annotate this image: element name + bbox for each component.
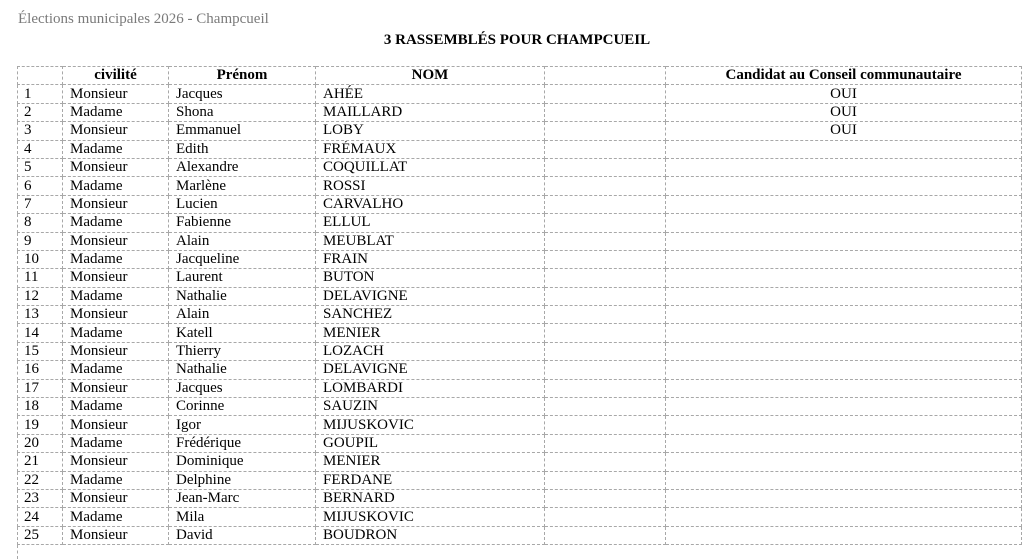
cell-num: 14	[18, 324, 63, 342]
cell-prenom: Lucien	[169, 195, 316, 213]
cell-num: 6	[18, 177, 63, 195]
cell-civilite: Monsieur	[63, 269, 169, 287]
cell-nom: DELAVIGNE	[316, 287, 545, 305]
cell-civilite: Madame	[63, 214, 169, 232]
cell-blank	[545, 103, 666, 121]
cell-candidat	[666, 489, 1022, 507]
cell-num: 13	[18, 306, 63, 324]
cell-prenom: Corinne	[169, 398, 316, 416]
cell-nom: MENIER	[316, 324, 545, 342]
cell-prenom: Thierry	[169, 342, 316, 360]
cell-civilite: Monsieur	[63, 342, 169, 360]
cell-candidat	[666, 306, 1022, 324]
cell-blank	[545, 489, 666, 507]
cell-blank	[545, 177, 666, 195]
cell-candidat	[666, 250, 1022, 268]
cell-num: 21	[18, 453, 63, 471]
cell-nom: MAILLARD	[316, 103, 545, 121]
cell-blank	[545, 471, 666, 489]
cell-num: 12	[18, 287, 63, 305]
table-row	[18, 195, 1022, 213]
cell-blank	[545, 232, 666, 250]
cell-nom: COQUILLAT	[316, 158, 545, 176]
cell-prenom: Alain	[169, 232, 316, 250]
cell-candidat	[666, 214, 1022, 232]
cell-blank	[545, 85, 666, 103]
cell-blank	[545, 158, 666, 176]
cell-civilite: Madame	[63, 250, 169, 268]
cell-blank	[545, 250, 666, 268]
cell-prenom: Jacques	[169, 85, 316, 103]
cell-num: 22	[18, 471, 63, 489]
cell-prenom: Dominique	[169, 453, 316, 471]
cell-num: 3	[18, 122, 63, 140]
cell-civilite: Monsieur	[63, 195, 169, 213]
table-row	[18, 324, 1022, 342]
cell-num: 4	[18, 140, 63, 158]
table-row	[18, 526, 1022, 544]
cell-civilite: Madame	[63, 471, 169, 489]
table-row	[18, 471, 1022, 489]
cell-civilite: Monsieur	[63, 122, 169, 140]
table-continuation-line	[17, 545, 19, 559]
table-row	[18, 453, 1022, 471]
table-row	[18, 398, 1022, 416]
cell-candidat	[666, 158, 1022, 176]
cell-candidat	[666, 453, 1022, 471]
cell-nom: BOUDRON	[316, 526, 545, 544]
table-row	[18, 379, 1022, 397]
cell-civilite: Madame	[63, 177, 169, 195]
cell-prenom: Frédérique	[169, 434, 316, 452]
cell-nom: DELAVIGNE	[316, 361, 545, 379]
cell-candidat	[666, 508, 1022, 526]
cell-blank	[545, 195, 666, 213]
cell-civilite: Monsieur	[63, 158, 169, 176]
table-row	[18, 250, 1022, 268]
cell-candidat: OUI	[666, 122, 1022, 140]
cell-num: 9	[18, 232, 63, 250]
cell-num: 18	[18, 398, 63, 416]
cell-nom: BERNARD	[316, 489, 545, 507]
cell-num: 10	[18, 250, 63, 268]
cell-blank	[545, 508, 666, 526]
cell-civilite: Monsieur	[63, 232, 169, 250]
cell-prenom: Alexandre	[169, 158, 316, 176]
cell-candidat	[666, 361, 1022, 379]
cell-candidat	[666, 526, 1022, 544]
header-candidat: Candidat au Conseil communautaire	[666, 67, 1022, 85]
cell-candidat	[666, 232, 1022, 250]
table-row	[18, 214, 1022, 232]
cell-candidat	[666, 398, 1022, 416]
table-row	[18, 232, 1022, 250]
cell-prenom: Katell	[169, 324, 316, 342]
document-subtitle: Élections municipales 2026 - Champcueil	[18, 11, 269, 27]
cell-nom: ELLUL	[316, 214, 545, 232]
cell-num: 25	[18, 526, 63, 544]
cell-blank	[545, 526, 666, 544]
cell-prenom: David	[169, 526, 316, 544]
cell-blank	[545, 140, 666, 158]
cell-candidat	[666, 342, 1022, 360]
table-row	[18, 342, 1022, 360]
cell-prenom: Jacques	[169, 379, 316, 397]
table-row	[18, 287, 1022, 305]
cell-num: 7	[18, 195, 63, 213]
cell-nom: MEUBLAT	[316, 232, 545, 250]
cell-nom: FRÉMAUX	[316, 140, 545, 158]
cell-prenom: Jacqueline	[169, 250, 316, 268]
cell-nom: MENIER	[316, 453, 545, 471]
table-row	[18, 508, 1022, 526]
table-row	[18, 416, 1022, 434]
cell-candidat	[666, 140, 1022, 158]
cell-candidat	[666, 324, 1022, 342]
cell-civilite: Monsieur	[63, 489, 169, 507]
table-row	[18, 269, 1022, 287]
cell-nom: LOZACH	[316, 342, 545, 360]
cell-prenom: Fabienne	[169, 214, 316, 232]
cell-blank	[545, 214, 666, 232]
cell-candidat: OUI	[666, 103, 1022, 121]
cell-num: 19	[18, 416, 63, 434]
cell-nom: FRAIN	[316, 250, 545, 268]
header-nom: NOM	[316, 67, 545, 85]
cell-nom: SAUZIN	[316, 398, 545, 416]
cell-blank	[545, 416, 666, 434]
table-row	[18, 361, 1022, 379]
cell-blank	[545, 324, 666, 342]
cell-prenom: Jean-Marc	[169, 489, 316, 507]
cell-nom: MIJUSKOVIC	[316, 508, 545, 526]
cell-civilite: Madame	[63, 324, 169, 342]
header-civilite: civilité	[63, 67, 169, 85]
cell-civilite: Madame	[63, 140, 169, 158]
cell-civilite: Monsieur	[63, 379, 169, 397]
cell-prenom: Delphine	[169, 471, 316, 489]
cell-blank	[545, 379, 666, 397]
cell-blank	[545, 453, 666, 471]
header-num	[18, 67, 63, 85]
cell-civilite: Monsieur	[63, 306, 169, 324]
table-row	[18, 158, 1022, 176]
table-row	[18, 434, 1022, 452]
table-row	[18, 140, 1022, 158]
cell-candidat	[666, 287, 1022, 305]
cell-civilite: Madame	[63, 398, 169, 416]
cell-candidat	[666, 471, 1022, 489]
cell-num: 15	[18, 342, 63, 360]
cell-nom: CARVALHO	[316, 195, 545, 213]
cell-prenom: Igor	[169, 416, 316, 434]
cell-civilite: Monsieur	[63, 526, 169, 544]
cell-prenom: Nathalie	[169, 287, 316, 305]
cell-candidat	[666, 434, 1022, 452]
cell-candidat: OUI	[666, 85, 1022, 103]
header-prenom: Prénom	[169, 67, 316, 85]
cell-prenom: Edith	[169, 140, 316, 158]
cell-blank	[545, 342, 666, 360]
cell-prenom: Alain	[169, 306, 316, 324]
cell-nom: LOBY	[316, 122, 545, 140]
cell-prenom: Shona	[169, 103, 316, 121]
cell-civilite: Monsieur	[63, 416, 169, 434]
cell-num: 17	[18, 379, 63, 397]
cell-blank	[545, 398, 666, 416]
cell-nom: FERDANE	[316, 471, 545, 489]
table-row	[18, 489, 1022, 507]
cell-blank	[545, 122, 666, 140]
cell-nom: MIJUSKOVIC	[316, 416, 545, 434]
cell-prenom: Nathalie	[169, 361, 316, 379]
cell-nom: BUTON	[316, 269, 545, 287]
cell-blank	[545, 306, 666, 324]
cell-nom: ROSSI	[316, 177, 545, 195]
table-row	[18, 85, 1022, 103]
cell-civilite: Monsieur	[63, 85, 169, 103]
table-row	[18, 177, 1022, 195]
cell-num: 5	[18, 158, 63, 176]
cell-blank	[545, 269, 666, 287]
cell-candidat	[666, 177, 1022, 195]
cell-prenom: Emmanuel	[169, 122, 316, 140]
header-row	[18, 67, 1022, 85]
document-title: 3 RASSEMBLÉS POUR CHAMPCUEIL	[383, 32, 651, 48]
cell-civilite: Madame	[63, 361, 169, 379]
cell-num: 1	[18, 85, 63, 103]
cell-num: 24	[18, 508, 63, 526]
cell-num: 2	[18, 103, 63, 121]
cell-blank	[545, 434, 666, 452]
cell-blank	[545, 287, 666, 305]
table-row	[18, 103, 1022, 121]
cell-prenom: Marlène	[169, 177, 316, 195]
cell-blank	[545, 361, 666, 379]
cell-civilite: Madame	[63, 508, 169, 526]
cell-civilite: Madame	[63, 287, 169, 305]
cell-civilite: Madame	[63, 103, 169, 121]
cell-num: 8	[18, 214, 63, 232]
cell-candidat	[666, 195, 1022, 213]
header-blank	[545, 67, 666, 85]
cell-num: 20	[18, 434, 63, 452]
table-row	[18, 306, 1022, 324]
cell-num: 23	[18, 489, 63, 507]
cell-candidat	[666, 269, 1022, 287]
table-row	[18, 122, 1022, 140]
cell-civilite: Monsieur	[63, 453, 169, 471]
cell-prenom: Mila	[169, 508, 316, 526]
cell-prenom: Laurent	[169, 269, 316, 287]
cell-num: 11	[18, 269, 63, 287]
cell-nom: GOUPIL	[316, 434, 545, 452]
cell-civilite: Madame	[63, 434, 169, 452]
cell-num: 16	[18, 361, 63, 379]
cell-candidat	[666, 379, 1022, 397]
cell-candidat	[666, 416, 1022, 434]
cell-nom: LOMBARDI	[316, 379, 545, 397]
cell-nom: AHÉE	[316, 85, 545, 103]
candidates-table	[17, 66, 1022, 545]
cell-nom: SANCHEZ	[316, 306, 545, 324]
